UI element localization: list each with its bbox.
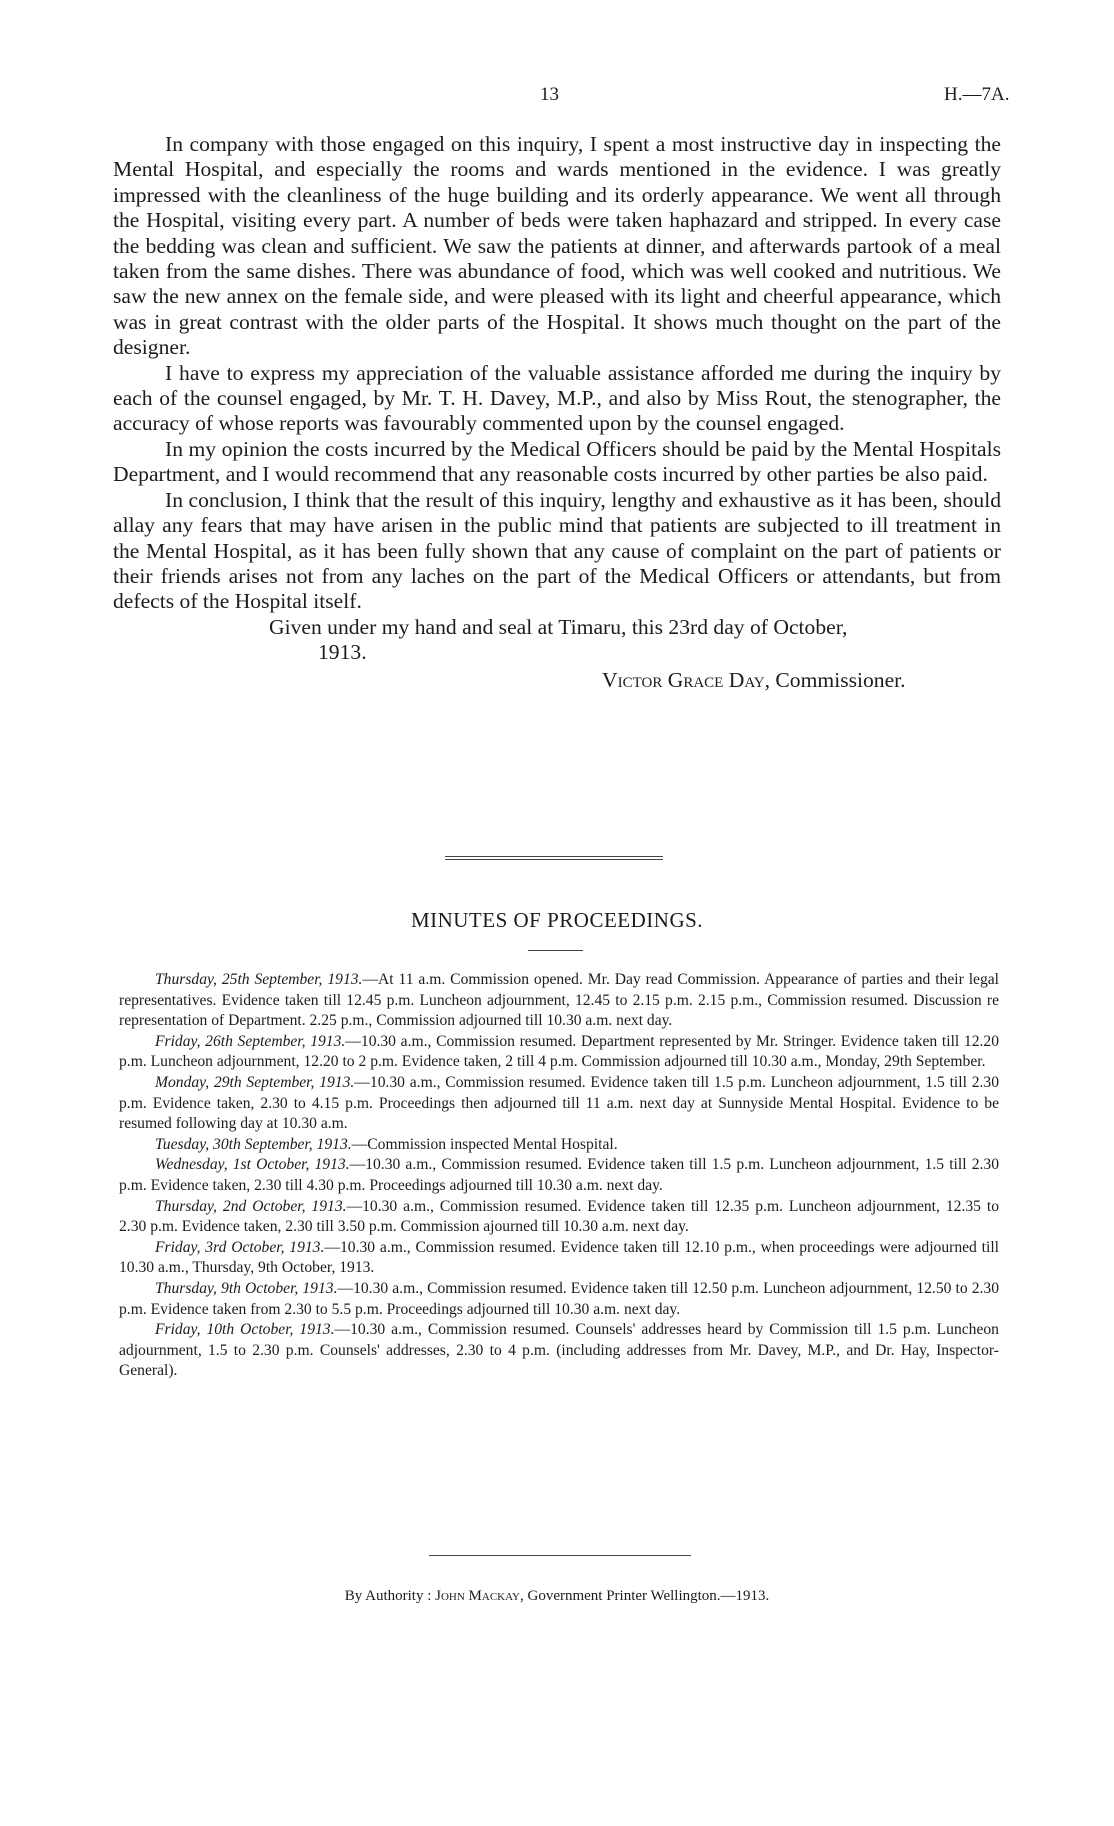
report-paragraph: In conclusion, I think that the result of this inquiry, lengthy and exhaustive as it has been, should allay any fears that may have arisen in the public mind that patients are subjected to ill treatment in the Mental Hospital, as it has been fully shown that any cause of complaint on the part of patients or their friends arises not from any laches on the part of the Medical Officers or attendants, but from defects of the Hospital itself.: [113, 487, 1001, 614]
entry-date: Friday, 26th September, 1913.: [155, 1032, 346, 1050]
minutes-entry: [119, 1238, 999, 1279]
footer-divider: [429, 1555, 691, 1556]
minutes-entry: [119, 1073, 999, 1135]
signatory-title: , Commissioner.: [764, 667, 906, 692]
minutes-entry: [119, 1135, 999, 1156]
entry-text: —10.30 a.m., Commission resumed. Counsels' addresses heard by Commission till 1.5 p.m. Luncheon adjournment, 1.5 to 2.30 p.m. Counsels' addresses, 2.30 to 4 p.m. (including addresses from Mr. Davey, M.P., and Dr. Hay, Inspector-General).: [119, 1321, 999, 1380]
page-number: 13: [540, 84, 559, 105]
printer-name: John Mackay: [435, 1588, 520, 1604]
minutes-entry: [119, 1197, 999, 1238]
minutes-entry: [119, 1032, 999, 1073]
document-reference: H.—7A.: [944, 84, 1010, 105]
entry-text: —10.30 a.m., Commission resumed. Department represented by Mr. Stringer. Evidence taken till 12.20 p.m. Luncheon adjournment, 12.20 to 2 p.m. Evidence taken, 2 till 4 p.m. Commission adjourned till 10.30 a.m., Monday, 29th September.: [119, 1032, 999, 1071]
entry-date: Friday, 3rd October, 1913.: [155, 1238, 325, 1256]
imprint-prefix: By Authority :: [344, 1588, 436, 1604]
entry-date: Monday, 29th September, 1913.: [155, 1073, 355, 1091]
minutes-entry: [119, 1279, 999, 1320]
entry-date: Tuesday, 30th September, 1913.: [155, 1135, 352, 1153]
minutes-entry: [119, 1155, 999, 1196]
imprint-suffix: , Government Printer Wellington.—1913.: [519, 1588, 770, 1604]
entry-date: Friday, 10th October, 1913.: [155, 1321, 335, 1339]
given-under-hand-line: Given under my hand and seal at Timaru, this 23rd day of October,: [269, 614, 848, 639]
minutes-heading: MINUTES OF PROCEEDINGS.: [410, 908, 704, 932]
signature-line: [113, 666, 1001, 694]
minutes-entry: [119, 970, 999, 1032]
report-paragraph: I have to express my appreciation of the valuable assistance afforded me during the inquiry by each of the counsel engaged, by Mr. T. H. Davey, M.P., and also by Miss Rout, the stenographer, the accuracy of whose reports was favourably commented upon by the counsel engaged.: [113, 360, 1001, 436]
entry-text: —10.30 a.m., Commission resumed. Evidence taken till 1.5 p.m. Luncheon adjournment, 1.5 till 2.30 p.m. Evidence taken, 2.30 till 4.30 p.m. Proceedings adjourned till 10.30 a.m. next day.: [119, 1156, 999, 1194]
heading-underline: [528, 950, 583, 951]
entry-text: —At 11 a.m. Commission opened. Mr. Day read Commission. Appearance of parties and their legal representatives. Evidence taken till 12.45 p.m. Luncheon adjournment, 12.45 to 2.15 p.m. 2.15 p.m., Commission resumed. Discussion re representation of Department. 2.25 p.m., Commission adjourned till 10.30 a.m. next day.: [119, 971, 999, 1030]
entry-text: —10.30 a.m., Commission resumed. Evidence taken till 12.35 p.m. Luncheon adjournment, 12.35 to 2.30 p.m. Evidence taken, 2.30 till 3.50 p.m. Commission ajourned till 10.30 a.m. next day.: [119, 1197, 1000, 1236]
signatory-name: Victor Grace Day: [602, 667, 765, 692]
minutes-entry: [119, 1320, 999, 1382]
entry-date: Wednesday, 1st October, 1913.: [155, 1156, 350, 1174]
minutes-list: [119, 970, 999, 1382]
report-body: [113, 132, 1001, 694]
entry-text: —Commission inspected Mental Hospital.: [351, 1135, 618, 1153]
entry-text: —10.30 a.m., Commission resumed. Evidence taken till 12.10 p.m., when proceedings were adjourned till 10.30 a.m., Thursday, 9th October, 1913.: [119, 1238, 999, 1277]
report-paragraph: In my opinion the costs incurred by the Medical Officers should be paid by the Mental Hospitals Department, and I would recommend that any reasonable costs incurred by other parties be also paid.: [113, 436, 1001, 487]
entry-text: —10.30 a.m., Commission resumed. Evidence taken till 1.5 p.m. Luncheon adjournment, 1.5 till 2.30 p.m. Evidence taken, 2.30 to 4.15 p.m. Proceedings then adjourned till 11 a.m. next day at Sunnyside Mental Hospital. Evidence to be resumed following day at 10.30 a.m.: [119, 1073, 999, 1133]
entry-date: Thursday, 25th September, 1913.: [155, 971, 363, 988]
entry-date: Thursday, 2nd October, 1913.: [155, 1197, 347, 1215]
section-divider: [445, 856, 663, 860]
entry-text: —10.30 a.m., Commission resumed. Evidence taken till 12.50 p.m. Luncheon adjournment, 12.50 to 2.30 p.m. Evidence taken from 2.30 to 5.5 p.m. Proceedings adjourned till 10.30 a.m. next day.: [119, 1279, 1000, 1318]
given-year: 1913.: [318, 640, 367, 665]
printer-imprint: [0, 1588, 1114, 1605]
report-paragraph: In company with those engaged on this inquiry, I spent a most instructive day in inspecting the Mental Hospital, and especially the rooms and wards mentioned in the evidence. I was greatly impressed with the cleanliness of the huge building and its orderly appearance. We went all through the Hospital, visiting every part. A number of beds were taken haphazard and stripped. In every case the bedding was clean and sufficient. We saw the patients at dinner, and afterwards partook of a meal taken from the same dishes. There was abundance of food, which was well cooked and nutritious. We saw the new annex on the female side, and were pleased with its light and cheerful appearance, which was in great contrast with the older parts of the Hospital. It shows much thought on the part of the designer.: [113, 132, 1001, 360]
entry-date: Thursday, 9th October, 1913.: [155, 1279, 338, 1297]
